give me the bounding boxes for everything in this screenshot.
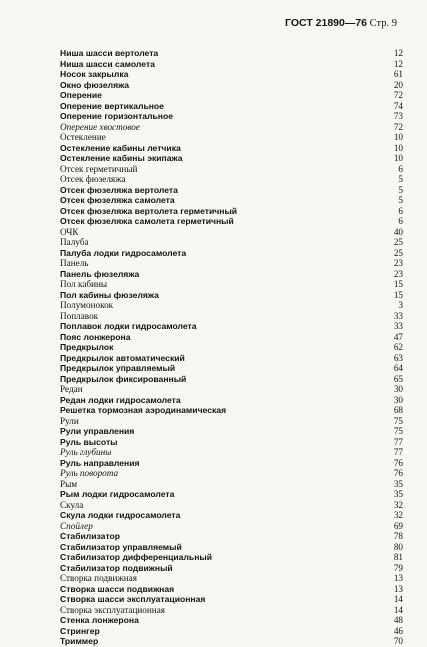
index-page-number: 61 <box>393 69 403 79</box>
index-page-number: 30 <box>393 394 403 405</box>
index-entry <box>60 248 403 259</box>
index-term: Руль высоты <box>60 436 118 447</box>
index-page-number: 69 <box>393 520 403 531</box>
index-entry <box>60 447 403 458</box>
index-entry <box>60 510 403 521</box>
index-term: Отсек фюзеляжа вертолета <box>60 184 178 195</box>
index-term: Поплавок лодки гидросамолета <box>60 321 197 331</box>
index-page-number: 81 <box>393 552 403 562</box>
index-term: Спойлер <box>60 520 93 531</box>
index-entry <box>60 164 403 175</box>
index-page-number: 5 <box>398 174 403 184</box>
index-entry <box>60 237 403 248</box>
index-entry <box>60 48 403 59</box>
index-entry <box>60 426 403 437</box>
standard-code: ГОСТ 21890—76 <box>285 17 368 29</box>
index-term: Стабилизатор дифференциальный <box>60 552 213 562</box>
index-entry <box>60 342 403 353</box>
index-entry <box>60 500 403 511</box>
index-page-number: 3 <box>398 300 403 310</box>
index-page-number: 23 <box>393 268 403 279</box>
index-term: Пол кабины фюзеляжа <box>60 289 159 300</box>
index-term: Створка шасси эксплуатационная <box>60 594 206 604</box>
index-page-number: 25 <box>393 237 403 247</box>
index-term: Предкрылок <box>60 342 114 352</box>
index-page-number: 35 <box>393 478 403 489</box>
index-term: Триммер <box>60 636 99 646</box>
index-page-number: 33 <box>393 321 403 331</box>
index-page-number: 46 <box>393 625 403 636</box>
index-page-number: 79 <box>393 562 403 573</box>
index-term: Створка подвижная <box>60 573 137 583</box>
index-page-number: 30 <box>393 384 403 394</box>
index-term: Предкрылок управляемый <box>60 363 176 373</box>
index-page-number: 77 <box>393 447 403 457</box>
index-page-number: 6 <box>398 205 403 216</box>
index-entry <box>60 458 403 469</box>
index-page-number: 76 <box>393 457 403 468</box>
index-entry <box>60 206 403 217</box>
index-entry <box>60 594 403 605</box>
index-entry <box>60 143 403 154</box>
index-entry <box>60 405 403 416</box>
index-page-number: 75 <box>393 426 403 436</box>
index-page-number: 5 <box>398 184 403 195</box>
index-page-number: 47 <box>393 331 403 342</box>
index-page-number: 5 <box>398 195 403 205</box>
index-page-number: 65 <box>393 373 403 384</box>
index-term: Оперение хвостовое <box>60 121 140 132</box>
index-entry <box>60 626 403 637</box>
index-page-number: 10 <box>393 153 403 163</box>
index-page-number: 73 <box>393 111 403 121</box>
index-entry <box>60 573 403 584</box>
index-term: Панель фюзеляжа <box>60 268 140 279</box>
index-entry <box>60 437 403 448</box>
index-page-number: 64 <box>393 363 403 373</box>
index-page-number: 40 <box>393 226 403 237</box>
index-term: Стенка лонжерона <box>60 615 139 625</box>
index-entry <box>60 153 403 164</box>
index-term: Руль глубины <box>60 447 112 457</box>
index-term: Редан лодки гидросамолета <box>60 394 181 405</box>
index-page-number: 77 <box>393 436 403 447</box>
index-page-number: 76 <box>393 468 403 478</box>
index-page-number: 74 <box>393 100 403 111</box>
index-page-number: 6 <box>398 163 403 174</box>
index-entry <box>60 195 403 206</box>
index-term: Полумонокок <box>60 300 114 310</box>
index-term: Оперение <box>60 90 102 100</box>
index-entry <box>60 353 403 364</box>
index-page-number: 13 <box>393 573 403 583</box>
index-page-number: 63 <box>393 352 403 363</box>
index-page-number: 68 <box>393 405 403 415</box>
index-entry <box>60 479 403 490</box>
index-term: Поплавок <box>60 310 99 321</box>
index-term: Окно фюзеляжа <box>60 79 130 90</box>
index-term: Отсек фюзеляжа самолета <box>60 195 175 205</box>
index-term: Скула лодки гидросамолета <box>60 510 181 520</box>
index-entry <box>60 615 403 626</box>
index-term: Отсек фюзеляжа <box>60 174 126 184</box>
index-page-number: 14 <box>393 594 403 604</box>
index-term: Руль поворота <box>60 468 119 478</box>
index-term: Ниша шасси вертолета <box>60 48 159 58</box>
index-entry <box>60 384 403 395</box>
index-page-number: 72 <box>393 121 403 132</box>
index-entry <box>60 552 403 563</box>
index-term: Оперение вертикальное <box>60 100 164 111</box>
index-entry <box>60 531 403 542</box>
index-page-number: 35 <box>393 489 403 499</box>
index-term: Стабилизатор подвижный <box>60 562 173 573</box>
term-index-list <box>60 48 403 647</box>
index-page-number: 20 <box>393 79 403 90</box>
index-entry <box>60 468 403 479</box>
index-page-number: 25 <box>393 247 403 258</box>
index-entry <box>60 90 403 101</box>
index-page-number: 10 <box>393 142 403 153</box>
index-entry <box>60 563 403 574</box>
index-entry <box>60 489 403 500</box>
index-entry <box>60 374 403 385</box>
index-entry <box>60 216 403 227</box>
index-term: Створка эксплуатационная <box>60 604 166 615</box>
index-page-number: 10 <box>393 132 403 142</box>
index-page-number: 32 <box>393 510 403 520</box>
index-entry <box>60 132 403 143</box>
index-entry <box>60 122 403 133</box>
index-term: Створка шасси подвижная <box>60 583 175 594</box>
index-entry <box>60 363 403 374</box>
index-entry <box>60 416 403 427</box>
index-term: Палуба <box>60 237 89 247</box>
index-page-number: 70 <box>393 636 403 646</box>
index-term: Остекление <box>60 132 106 142</box>
index-entry <box>60 395 403 406</box>
index-page-number: 13 <box>393 583 403 594</box>
index-term: Стабилизатор <box>60 531 121 541</box>
index-entry <box>60 321 403 332</box>
index-term: Рым <box>60 478 78 489</box>
index-term: Пол кабины <box>60 279 108 289</box>
index-term: Остекление кабины экипажа <box>60 153 183 163</box>
index-page-number: 75 <box>393 415 403 426</box>
index-page-number: 14 <box>393 604 403 615</box>
index-page-number: 32 <box>393 499 403 510</box>
index-page-number: 6 <box>398 216 403 226</box>
index-term: Скула <box>60 499 84 510</box>
index-entry <box>60 227 403 238</box>
index-term: Отсек фюзеляжа вертолета герметичный <box>60 205 238 216</box>
index-entry <box>60 584 403 595</box>
index-term: Предкрылок автоматический <box>60 352 185 363</box>
index-term: Предкрылок фиксированный <box>60 373 187 384</box>
index-entry <box>60 300 403 311</box>
index-entry <box>60 185 403 196</box>
index-term: Остекление кабины летчика <box>60 142 181 153</box>
index-term: Стрингер <box>60 625 100 636</box>
index-term: Носок закрылка <box>60 69 129 79</box>
index-entry <box>60 279 403 290</box>
index-term: ОЧК <box>60 226 79 237</box>
index-term: Редан <box>60 384 83 394</box>
index-page-number: 62 <box>393 342 403 352</box>
index-entry <box>60 258 403 269</box>
index-term: Стабилизатор управляемый <box>60 541 182 552</box>
index-term: Отсек герметичный <box>60 163 138 174</box>
index-page-number: 33 <box>393 310 403 321</box>
index-entry <box>60 605 403 616</box>
index-term: Рым лодки гидросамолета <box>60 489 175 499</box>
index-term: Оперение горизонтальное <box>60 111 174 121</box>
index-term: Рули <box>60 415 79 426</box>
index-entry <box>60 59 403 70</box>
index-term: Руль направления <box>60 457 140 468</box>
index-entry <box>60 101 403 112</box>
index-entry <box>60 80 403 91</box>
index-entry <box>60 174 403 185</box>
index-page-number: 23 <box>393 258 403 268</box>
index-page-number: 72 <box>393 90 403 100</box>
index-term: Ниша шасси самолета <box>60 58 155 69</box>
index-term: Отсек фюзеляжа самолета герметичный <box>60 216 234 226</box>
index-term: Рули управления <box>60 426 135 436</box>
index-entry <box>60 269 403 280</box>
index-page-number: 48 <box>393 615 403 625</box>
index-entry <box>60 69 403 80</box>
index-entry <box>60 521 403 532</box>
index-page-number: 12 <box>393 48 403 58</box>
index-page-number: 78 <box>393 531 403 541</box>
page-header <box>285 17 397 29</box>
index-term: Панель <box>60 258 89 268</box>
index-entry <box>60 542 403 553</box>
index-entry <box>60 332 403 343</box>
index-entry <box>60 290 403 301</box>
index-entry <box>60 636 403 647</box>
index-term: Решетка тормозная аэродинамическая <box>60 405 227 415</box>
page-label: Стр. 9 <box>369 18 397 29</box>
index-term: Пояс лонжерона <box>60 331 131 342</box>
index-page-number: 12 <box>393 58 403 69</box>
index-entry <box>60 111 403 122</box>
index-entry <box>60 311 403 322</box>
index-page-number: 80 <box>393 541 403 552</box>
index-term: Палуба лодки гидросамолета <box>60 247 187 258</box>
index-page-number: 15 <box>393 279 403 289</box>
index-page-number: 15 <box>393 289 403 300</box>
